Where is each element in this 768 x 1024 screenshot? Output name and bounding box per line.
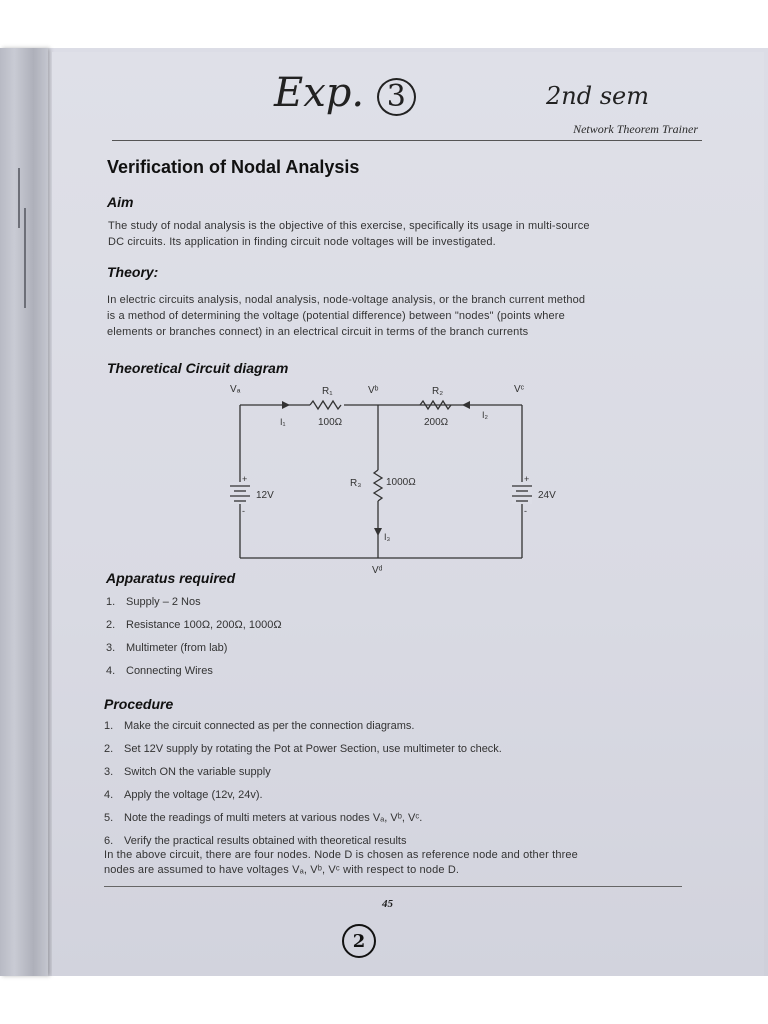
procedure-item-number: 1. bbox=[104, 720, 114, 732]
binding-mark bbox=[24, 208, 26, 308]
theory-line: In electric circuits analysis, nodal analysis, node-voltage analysis, or the branch current method bbox=[107, 294, 586, 306]
current-arrow-i3 bbox=[374, 528, 382, 536]
handwritten-circled-number: 2 bbox=[342, 924, 376, 958]
procedure-item bbox=[104, 720, 724, 743]
apparatus-item-number: 2. bbox=[106, 619, 116, 631]
resistor-r1 bbox=[310, 401, 341, 409]
battery-right bbox=[512, 482, 532, 504]
theory-line: elements or branches connect) in an electrical circuit in terms of the branch currents bbox=[107, 326, 529, 338]
closing-line: nodes are assumed to have voltages Vₐ, Vᵇ, Vᶜ with respect to node D. bbox=[104, 864, 460, 876]
handwritten-semester: 2nd sem bbox=[546, 82, 649, 110]
procedure-item-text: Switch ON the variable supply bbox=[124, 766, 271, 778]
procedure-item-text: Make the circuit connected as per the connection diagrams. bbox=[124, 720, 415, 732]
procedure-item bbox=[104, 789, 724, 812]
label-source-12v: 12V bbox=[256, 490, 274, 501]
resistor-r3 bbox=[374, 470, 382, 501]
apparatus-item-text: Connecting Wires bbox=[126, 665, 213, 677]
handwritten-exp-number: 3 bbox=[377, 78, 416, 116]
procedure-heading: Procedure bbox=[104, 696, 174, 712]
apparatus-item bbox=[106, 642, 706, 665]
procedure-item bbox=[104, 812, 724, 835]
photo-background bbox=[0, 48, 768, 976]
label-r2: R₂ bbox=[432, 386, 444, 397]
label-minus-left: - bbox=[242, 506, 245, 516]
procedure-item-number: 4. bbox=[104, 789, 114, 801]
closing-line: In the above circuit, there are four nodes. Node D is chosen as reference node and other three bbox=[104, 849, 578, 861]
aim-line: The study of nodal analysis is the objective of this exercise, specifically its usage in multi-source bbox=[108, 220, 590, 232]
apparatus-item-text: Resistance 100Ω, 200Ω, 1000Ω bbox=[126, 619, 282, 631]
apparatus-item-number: 1. bbox=[106, 596, 116, 608]
current-arrow-i1 bbox=[282, 401, 290, 409]
apparatus-item-number: 4. bbox=[106, 665, 116, 677]
theory-line: is a method of determining the voltage (potential difference) between "nodes" (points where bbox=[107, 310, 565, 322]
apparatus-item bbox=[106, 665, 706, 688]
procedure-item-text: Verify the practical results obtained with theoretical results bbox=[124, 835, 407, 847]
handwritten-exp-label: Exp. bbox=[274, 70, 365, 116]
apparatus-item-text: Supply – 2 Nos bbox=[126, 596, 201, 608]
label-va: Vₐ bbox=[230, 384, 241, 395]
binding-mark bbox=[18, 168, 20, 228]
page-number: 45 bbox=[382, 898, 393, 910]
procedure-item bbox=[104, 743, 724, 766]
procedure-item-text: Note the readings of multi meters at various nodes Vₐ, Vᵇ, Vᶜ. bbox=[124, 812, 423, 824]
label-i1: I₁ bbox=[280, 417, 286, 427]
procedure-item-number: 5. bbox=[104, 812, 114, 824]
page-title: Verification of Nodal Analysis bbox=[107, 157, 360, 177]
apparatus-list bbox=[106, 596, 706, 688]
running-head: Network Theorem Trainer bbox=[573, 122, 698, 136]
procedure-item-text: Apply the voltage (12v, 24v). bbox=[124, 789, 263, 801]
procedure-list bbox=[104, 720, 724, 858]
aim-line: DC circuits. Its application in finding circuit node voltages will be investigated. bbox=[108, 236, 496, 248]
label-r1-value: 100Ω bbox=[318, 417, 343, 428]
label-vb: Vᵇ bbox=[368, 385, 379, 396]
label-plus-right: + bbox=[524, 474, 530, 484]
document-page bbox=[52, 52, 764, 976]
label-r3: R₃ bbox=[350, 478, 362, 489]
book-binding bbox=[0, 48, 48, 976]
label-r3-value: 1000Ω bbox=[386, 477, 416, 488]
label-minus-right: - bbox=[524, 506, 527, 516]
label-r1: R₁ bbox=[322, 386, 333, 397]
current-arrow-i2 bbox=[462, 401, 470, 409]
handwritten-experiment bbox=[274, 70, 416, 116]
theory-paragraph bbox=[107, 292, 737, 340]
apparatus-item-text: Multimeter (from lab) bbox=[126, 642, 228, 654]
diagram-heading bbox=[107, 360, 288, 376]
procedure-item bbox=[104, 766, 724, 789]
footer-rule bbox=[104, 886, 682, 887]
procedure-item-number: 3. bbox=[104, 766, 114, 778]
apparatus-item bbox=[106, 596, 706, 619]
label-plus-left: + bbox=[242, 474, 248, 484]
apparatus-item-number: 3. bbox=[106, 642, 116, 654]
aim-paragraph bbox=[108, 218, 728, 250]
aim-heading: Aim bbox=[107, 194, 134, 210]
label-source-24v: 24V bbox=[538, 490, 556, 501]
procedure-item-number: 6. bbox=[104, 835, 114, 847]
circuit-diagram bbox=[222, 378, 592, 576]
theory-heading: Theory: bbox=[107, 264, 159, 280]
diagram-heading-text: Theoretical Circuit diagram bbox=[107, 360, 289, 376]
procedure-item-text: Set 12V supply by rotating the Pot at Power Section, use multimeter to check. bbox=[124, 743, 502, 755]
procedure-item-number: 2. bbox=[104, 743, 114, 755]
battery-left bbox=[230, 482, 250, 504]
label-vd: Vᵈ bbox=[372, 565, 383, 576]
apparatus-item bbox=[106, 619, 706, 642]
label-i2: I₂ bbox=[482, 410, 488, 420]
procedure-closing bbox=[104, 848, 744, 878]
label-vc: Vᶜ bbox=[514, 384, 525, 395]
label-i3: I₃ bbox=[384, 532, 391, 542]
header-rule bbox=[112, 140, 702, 141]
apparatus-heading: Apparatus required bbox=[106, 570, 236, 586]
label-r2-value: 200Ω bbox=[424, 417, 449, 428]
